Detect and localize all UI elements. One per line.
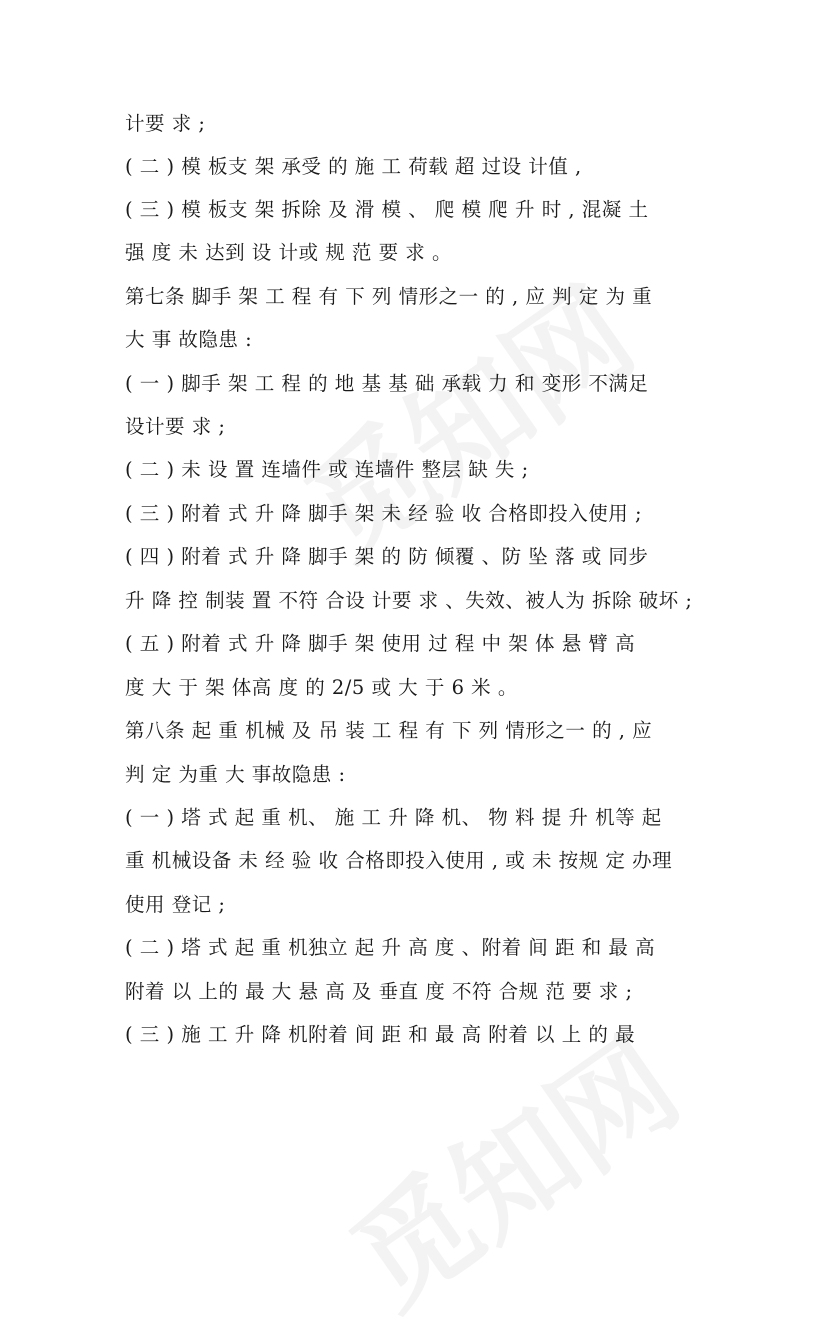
text-line: ( 二 ) 未 设 置 连墙件 或 连墙件 整层 缺 失 ; <box>125 458 529 481</box>
text-line: ( 一 ) 塔 式 起 重 机、 施 工 升 降 机、 物 料 提 升 机等 起 <box>125 806 662 829</box>
text-line: 判 定 为重 大 事故隐患 : <box>125 763 346 786</box>
text-line: 设计要 求 ; <box>125 415 226 438</box>
text-line: ( 三 ) 附着 式 升 降 脚手 架 未 经 验 收 合格即投入使用 ; <box>125 502 643 525</box>
text-line: ( 一 ) 脚手 架 工 程 的 地 基 基 础 承载 力 和 变形 不满足 <box>125 372 649 395</box>
text-line: 度 大 于 架 体高 度 的 2/5 或 大 于 6 米 。 <box>125 676 518 699</box>
section-heading: 第七条 脚手 架 工 程 有 下 列 情形之一 的 , 应 判 定 为 重 <box>125 285 653 308</box>
text-line: 附着 以 上的 最 大 悬 高 及 垂直 度 不符 合规 范 要 求 ; <box>125 980 633 1003</box>
text-line: ( 三 ) 施 工 升 降 机附着 间 距 和 最 高 附着 以 上 的 最 <box>125 1023 636 1046</box>
text-line: 计要 求 ; <box>125 112 206 135</box>
text-line: ( 三 ) 模 板支 架 拆除 及 滑 模 、 爬 模 爬 升 时 , 混凝 土 <box>125 198 649 221</box>
text-line: 重 机械设备 未 经 验 收 合格即投入使用 , 或 未 按规 定 办理 <box>125 849 673 872</box>
text-line: ( 五 ) 附着 式 升 降 脚手 架 使用 过 程 中 架 体 悬 臂 高 <box>125 632 636 655</box>
text-line: 大 事 故隐患 : <box>125 328 253 351</box>
text-line: 使用 登记 ; <box>125 893 226 916</box>
text-line: ( 四 ) 附着 式 升 降 脚手 架 的 防 倾覆 、防 坠 落 或 同步 <box>125 545 649 568</box>
text-line: ( 二 ) 模 板支 架 承受 的 施 工 荷载 超 过设 计值 , <box>125 155 582 178</box>
text-line: 强 度 未 达到 设 计或 规 范 要 求 。 <box>125 241 452 264</box>
text-line: 升 降 控 制装 置 不符 合设 计要 求 、失效、被人为 拆除 破坏 ; <box>125 589 693 612</box>
section-heading: 第八条 起 重 机械 及 吊 装 工 程 有 下 列 情形之一 的 , 应 <box>125 719 653 742</box>
text-line: ( 二 ) 塔 式 起 重 机独立 起 升 高 度 、附着 间 距 和 最 高 <box>125 936 656 959</box>
